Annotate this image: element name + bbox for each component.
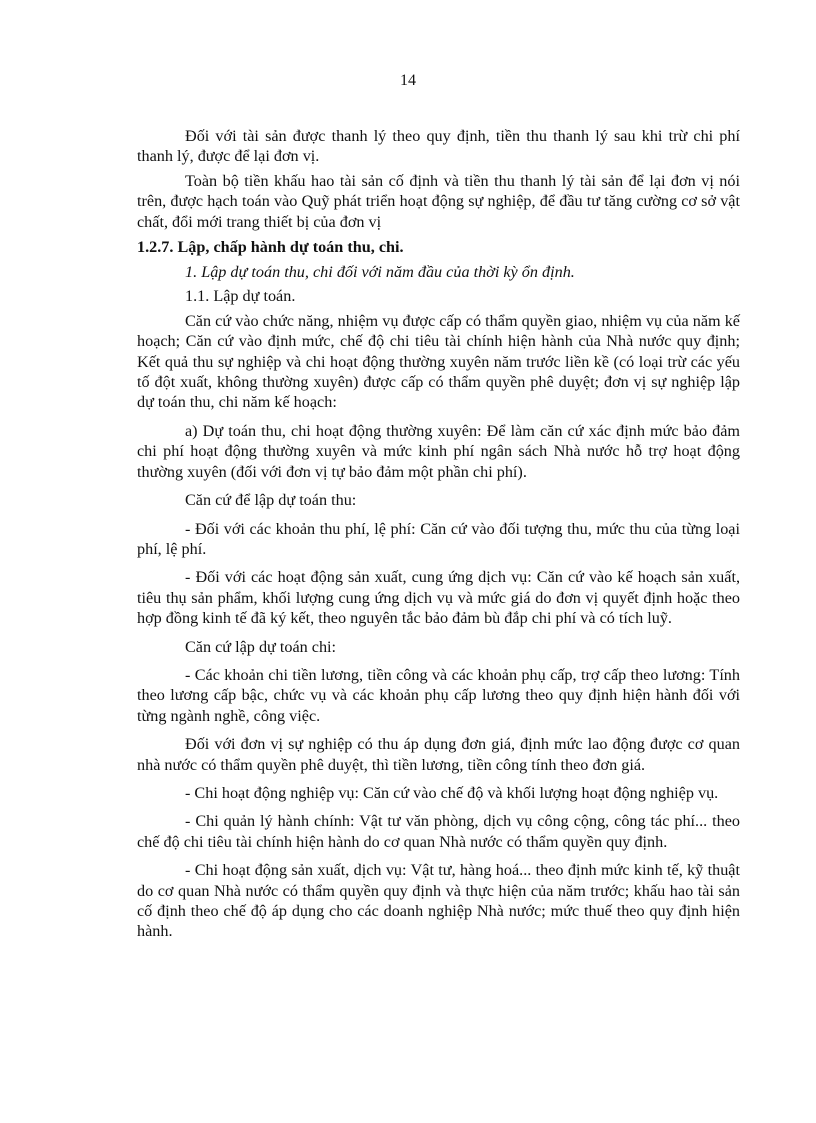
page-number: 14 [400, 72, 416, 89]
paragraph-a-regular-operations: a) Dự toán thu, chi hoạt động thường xuyên: Để làm căn cứ xác định mức bảo đảm chi phí hoạt động thường xuyên và mức kinh phí ngân sách Nhà nước hỗ trợ hoạt động thường xuyên (đối với đơn vị tự bảo đảm một phần chi phí). [137, 421, 740, 481]
paragraph-salary-expenses: - Các khoản chi tiền lương, tiền công và các khoản phụ cấp, trợ cấp theo lương: Tính theo lương cấp bậc, chức vụ và các khoản phụ cấp lương theo quy định hiện hành đối với từng ngành nghề, công việc. [137, 665, 740, 725]
subheading-first-year-estimate: 1. Lập dự toán thu, chi đối với năm đầu của thời kỳ ổn định. [185, 263, 575, 282]
section-heading-1-2-7: 1.2.7. Lập, chấp hành dự toán thu, chi. [137, 238, 404, 257]
paragraph-depreciation-fund: Toàn bộ tiền khấu hao tài sản cố định và tiền thu thanh lý tài sản để lại đơn vị nói trên, được hạch toán vào Quỹ phát triển hoạt động sự nghiệp, để đầu tư tăng cường cơ sở vật chất, đổi mới trang thiết bị của đơn vị [137, 171, 740, 231]
paragraph-production-service-expenses: - Chi hoạt động sản xuất, dịch vụ: Vật tư, hàng hoá... theo định mức kinh tế, kỹ thuật do cơ quan Nhà nước có thẩm quyền quy định và thực hiện của năm trước; khấu hao tài sản cố định theo chế độ áp dụng cho các doanh nghiệp Nhà nước; mức thuế theo quy định hiện hành. [137, 861, 740, 941]
paragraph-fee-revenue: - Đối với các khoản thu phí, lệ phí: Căn cứ vào đối tượng thu, mức thu của từng loại phí, lệ phí. [137, 519, 740, 558]
paragraph-professional-activities: - Chi hoạt động nghiệp vụ: Căn cứ vào chế độ và khối lượng hoạt động nghiệp vụ. [185, 783, 719, 802]
paragraph-bases-for-estimate: Căn cứ vào chức năng, nhiệm vụ được cấp có thẩm quyền giao, nhiệm vụ của năm kế hoạch; Căn cứ vào định mức, chế độ chi tiêu tài chính hiện hành của Nhà nước quy định; Kết quả thu sự nghiệp và chi hoạt động thường xuyên năm trước liền kề (có loại trừ các yếu tố đột xuất, không thường xuyên) được cấp có thẩm quyền phê duyệt; đơn vị sự nghiệp lập dự toán thu, chi năm kế hoạch: [137, 311, 740, 412]
paragraph-revenue-basis-heading: Căn cứ để lập dự toán thu: [185, 491, 357, 510]
paragraph-unit-price-labor: Đối với đơn vị sự nghiệp có thu áp dụng đơn giá, định mức lao động được cơ quan nhà nước có thẩm quyền phê duyệt, thì tiền lương, tiền công tính theo đơn giá. [137, 735, 740, 774]
paragraph-liquidation-proceeds: Đối với tài sản được thanh lý theo quy định, tiền thu thanh lý sau khi trừ chi phí thanh lý, được để lại đơn vị. [137, 127, 740, 166]
paragraph-expense-basis-heading: Căn cứ lập dự toán chi: [185, 637, 337, 656]
paragraph-production-services: - Đối với các hoạt động sản xuất, cung ứng dịch vụ: Căn cứ vào kế hoạch sản xuất, tiêu thụ sản phẩm, khối lượng cung ứng dịch vụ và mức giá do đơn vị quyết định hoặc theo hợp đồng kinh tế đã ký kết, theo nguyên tắc bảo đảm bù đắp chi phí và có tích luỹ. [137, 568, 740, 628]
paragraph-administrative-expenses: - Chi quản lý hành chính: Vật tư văn phòng, dịch vụ công cộng, công tác phí... theo chế độ chi tiêu tài chính hiện hành do cơ quan Nhà nước có thẩm quyền quy định. [137, 812, 740, 851]
subheading-1-1: 1.1. Lập dự toán. [185, 287, 296, 306]
document-body [137, 126, 740, 942]
